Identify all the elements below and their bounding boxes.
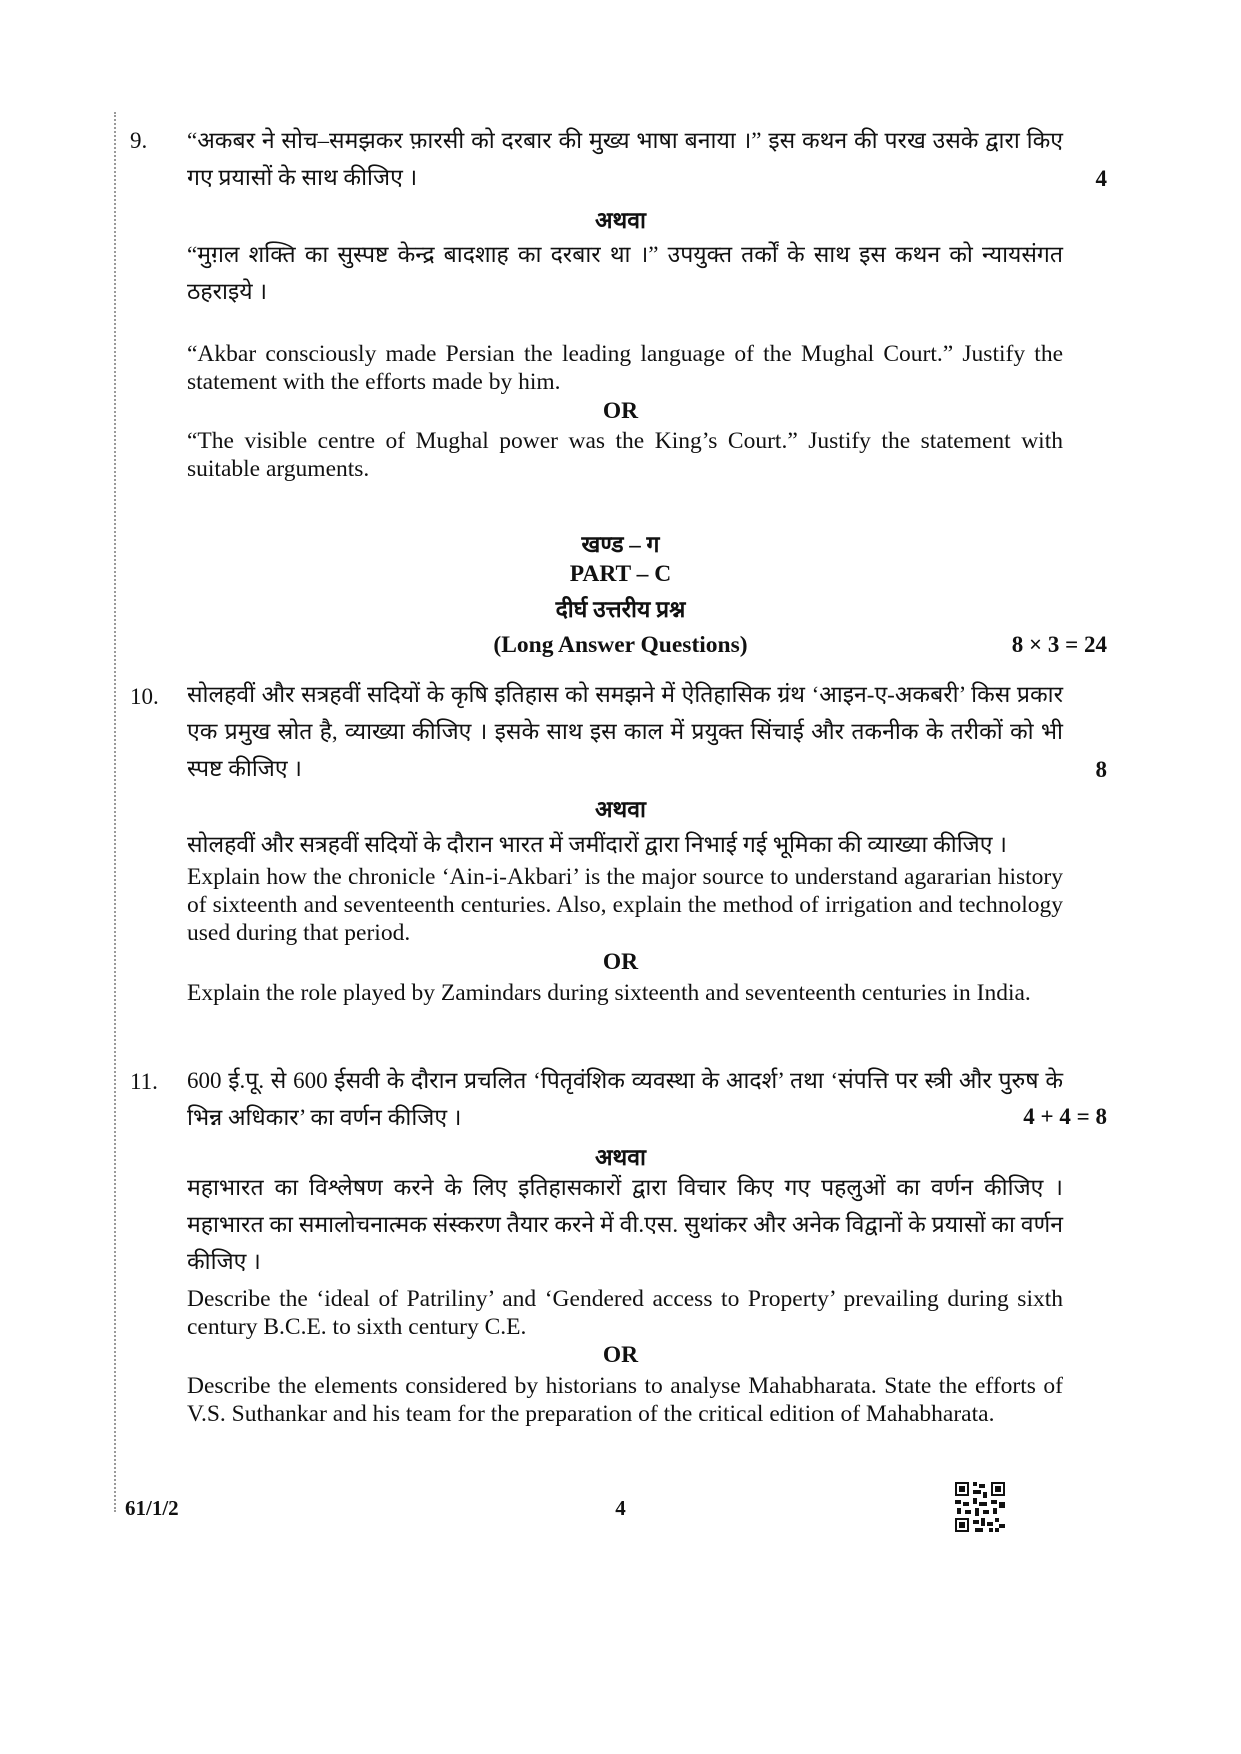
q10-english-main: Explain how the chronicle ‘Ain-i-Akbari’ is the major source to understand agararian history of sixteenth and seventeenth centuries. Also, explain the method of irrigation and technology used during that period. <box>187 864 1063 946</box>
q10-hindi-alt: सोलहवीं और सत्रहवीं सदियों के दौरान भारत में जमींदारों द्वारा निभाई गई भूमिका की व्याख्या कीजिए । <box>187 832 1007 857</box>
q11-english-or: OR <box>602 1342 639 1368</box>
q9-english-alt: “The visible centre of Mughal power was the King’s Court.” Justify the statement with suitable arguments. <box>187 428 1063 482</box>
q11-english-alt: Describe the elements considered by historians to analyse Mahabharata. State the efforts of V.S. Suthankar and his team for the preparation of the critical edition of Mahabharata. <box>187 1373 1063 1427</box>
q11-hindi-main: 600 ई.पू. से 600 ईसवी के दौरान प्रचलित ‘पितृवंशिक व्यवस्था के आदर्श’ तथा ‘संपत्ति पर स्त्री और पुरुष के भिन्न अधिकार’ का वर्णन कीजिए । <box>187 1068 1063 1130</box>
q10-english-alt: Explain the role played by Zamindars during sixteenth and seventeenth centuries in India. <box>187 980 1031 1006</box>
q9-hindi-alt: “मुग़ल शक्ति का सुस्पष्ट केन्द्र बादशाह का दरबार था ।” उपयुक्त तर्कों के साथ इस कथन को न्यायसंगत ठहराइये । <box>187 242 1063 304</box>
q11-english-main: Describe the ‘ideal of Patriliny’ and ‘Gendered access to Property’ prevailing during sixth century B.C.E. to sixth century C.E. <box>187 1286 1063 1340</box>
q11-hindi-or: अथवा <box>594 1145 646 1170</box>
q9-hindi-main: “अकबर ने सोच–समझकर फ़ारसी को दरबार की मुख्य भाषा बनाया ।” इस कथन की परख उसके द्वारा किए गए प्रयासों के साथ कीजिए । <box>187 128 1063 190</box>
part-c-hindi-subheading: दीर्घ उत्तरीय प्रश्न <box>555 597 686 622</box>
part-c-english-heading: PART – C <box>569 561 672 587</box>
q9-marks: 4 <box>1095 166 1107 191</box>
part-c-english-subheading: (Long Answer Questions) <box>493 632 748 658</box>
question-number-11: 11. <box>130 1069 158 1094</box>
part-c-hindi-heading: खण्ड – ग <box>581 532 660 557</box>
q10-hindi-or: अथवा <box>594 797 646 822</box>
q9-english-main: “Akbar consciously made Persian the leading language of the Mughal Court.” Justify the statement with the efforts made by him. <box>187 341 1063 395</box>
q10-hindi-main: सोलहवीं और सत्रहवीं सदियों के कृषि इतिहास को समझने में ऐतिहासिक ग्रंथ ‘आइन-ए-अकबरी’ किस प्रकार एक प्रमुख स्रोत है, व्याख्या कीजिए । इसके साथ इस काल में प्रयुक्त सिंचाई और तकनीक के तरीकों को भी स्पष्ट कीजिए । <box>187 682 1063 781</box>
q9-english-or: OR <box>602 398 639 424</box>
question-number-10: 10. <box>130 684 159 709</box>
paper-code: 61/1/2 <box>125 1496 179 1520</box>
q9-hindi-or: अथवा <box>594 208 646 233</box>
question-number-9: 9. <box>130 128 148 153</box>
q11-marks: 4 + 4 = 8 <box>1023 1104 1107 1129</box>
q11-hindi-alt: महाभारत का विश्लेषण करने के लिए इतिहासकारों द्वारा विचार किए गए पहलुओं का वर्णन कीजिए । महाभारत का समालोचनात्मक संस्करण तैयार करने में वी.एस. सुथांकर और अनेक विद्वानों के प्रयासों का वर्णन कीजिए । <box>187 1175 1063 1274</box>
qr-code-icon <box>955 1482 1005 1532</box>
page-number: 4 <box>615 1496 626 1520</box>
q10-english-or: OR <box>602 949 639 975</box>
part-c-marks-scheme: 8 × 3 = 24 <box>1011 632 1107 657</box>
q10-marks: 8 <box>1095 757 1107 782</box>
